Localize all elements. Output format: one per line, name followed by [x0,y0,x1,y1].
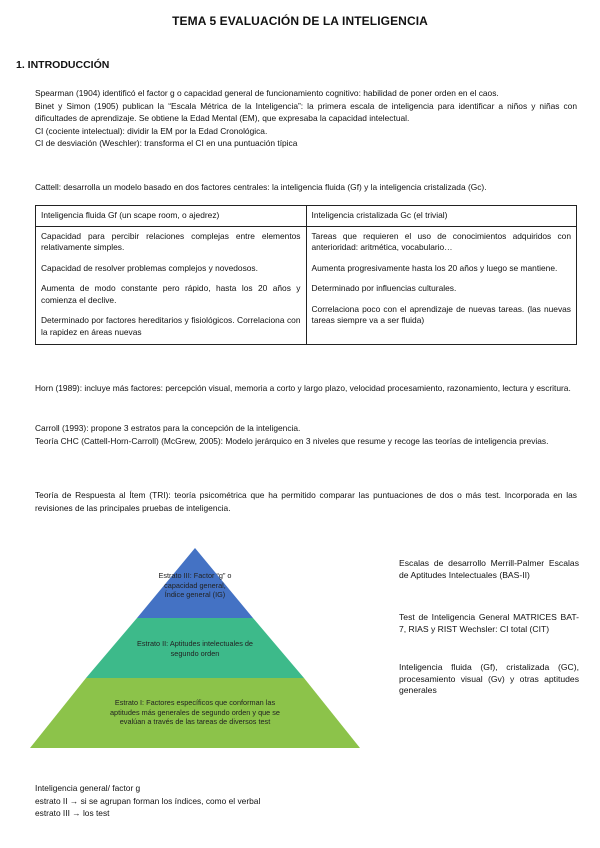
gf-item: Capacidad de resolver problemas complejos y novedosos. [41,262,258,273]
section-heading: 1. INTRODUCCIÓN [16,59,110,71]
intro-binet-simon: Binet y Simon (1905) publican la “Escala Métrica de la Inteligencia”: la primera escala de inteligencia para identificar a niños y niñas con dificultades de aprendizaje. Se obtiene la Edad Mental (EM), que expresaba la capacidad intelectual. [35,100,577,123]
table-header-gc: Inteligencia cristalizada Gc (el trivial) [306,206,577,227]
stratum-2-label: Estrato II: Aptitudes intelectuales de segundo orden [136,639,253,658]
intro-spearman: Spearman (1904) identificó el factor g o capacidad general de funcionamiento cognitivo: habilidad de poner orden en el caos. [35,88,499,98]
carroll-chc-paragraph [35,422,577,447]
table-row [36,226,577,345]
gc-item: Aumenta progresivamente hasta los 20 años y luego se mantiene. [311,262,558,273]
chc-line: Teoría CHC (Cattell-Horn-Carroll) (McGrew, 2005): Modelo jerárquico en 3 niveles que resume y recoge las teorías de inteligencia previas. [35,435,549,446]
document-title: TEMA 5 EVALUACIÓN DE LA INTELIGENCIA [172,14,428,28]
note-stratum-1: Inteligencia fluida (Gf), cristalizada (GC), procesamiento visual (Gv) y otras aptitudes generales [399,662,579,695]
cattell-paragraph: Cattell: desarrolla un modelo basado en dos factores centrales: la inteligencia fluida (Gf) y la inteligencia cristalizada (Gc). [35,182,487,192]
table-header-gf: Inteligencia fluida Gf (un scape room, o ajedrez) [36,206,307,227]
gf-item: Determinado por factores hereditarios y fisiológicos. Correlaciona con la rapidez en áreas nuevas [41,315,301,337]
gc-item: Determinado por influencias culturales. [311,283,457,293]
table-header-row [36,206,577,227]
intro-paragraph [35,87,577,150]
horn-paragraph: Horn (1989): incluye más factores: percepción visual, memoria a corto y largo plazo, velocidad procesamiento, razonamiento, lectura y escritura. [35,383,571,393]
bottom-note: estrato III → los test [35,808,110,818]
gc-item: Correlaciona poco con el aprendizaje de nuevas tareas. (las nuevas tareas siempre va a ser fluida) [311,303,571,325]
bottom-notes [35,782,577,820]
gf-gc-table [35,205,577,345]
gf-item: Capacidad para percibir relaciones complejas entre elementos relativamente simples. [41,230,301,252]
stratum-1-label: Estrato I: Factores específicos que conforman las aptitudes más generales de segundo orden y que se evalúan a través de las tareas de diversos test [110,698,280,726]
intro-ci: CI (cociente intelectual): dividir la EM por la Edad Cronológica. [35,125,268,136]
gf-item: Aumenta de modo constante pero rápido, hasta los 20 años y comienza el declive. [41,283,301,305]
stratum-3-label: Estrato III: Factor “g” o capacidad general, Índice general (IG) [158,571,232,599]
bottom-note: estrato II → si se agrupan forman los índices, como el verbal [35,795,261,806]
gc-item: Tareas que requieren el uso de conocimientos adquiridos con anterioridad: aritmética, vocabulario… [311,230,571,252]
bottom-note: Inteligencia general/ factor g [35,783,141,793]
gf-cell [36,226,307,345]
carroll-line: Carroll (1993): propone 3 estratos para la concepción de la inteligencia. [35,423,301,433]
note-stratum-2: Test de Inteligencia General MATRICES BAT-7, RIAS y RIST Wechsler: CI total (CIT) [399,612,579,634]
tri-paragraph: Teoría de Respuesta al Ítem (TRI): teoría psicométrica que ha permitido comparar las puntuaciones de dos o más test. Incorporada en las revisiones de las principales pruebas de inteligencia. [35,490,577,513]
gc-cell [306,226,577,345]
intro-ci-desviacion: CI de desviación (Weschler): transforma el CI en una puntuación típica [35,138,298,148]
note-stratum-3: Escalas de desarrollo Merrill-Palmer Escalas de Aptitudes Intelectuales (BAS-II) [399,558,579,580]
carroll-strata-pyramid [30,548,360,758]
